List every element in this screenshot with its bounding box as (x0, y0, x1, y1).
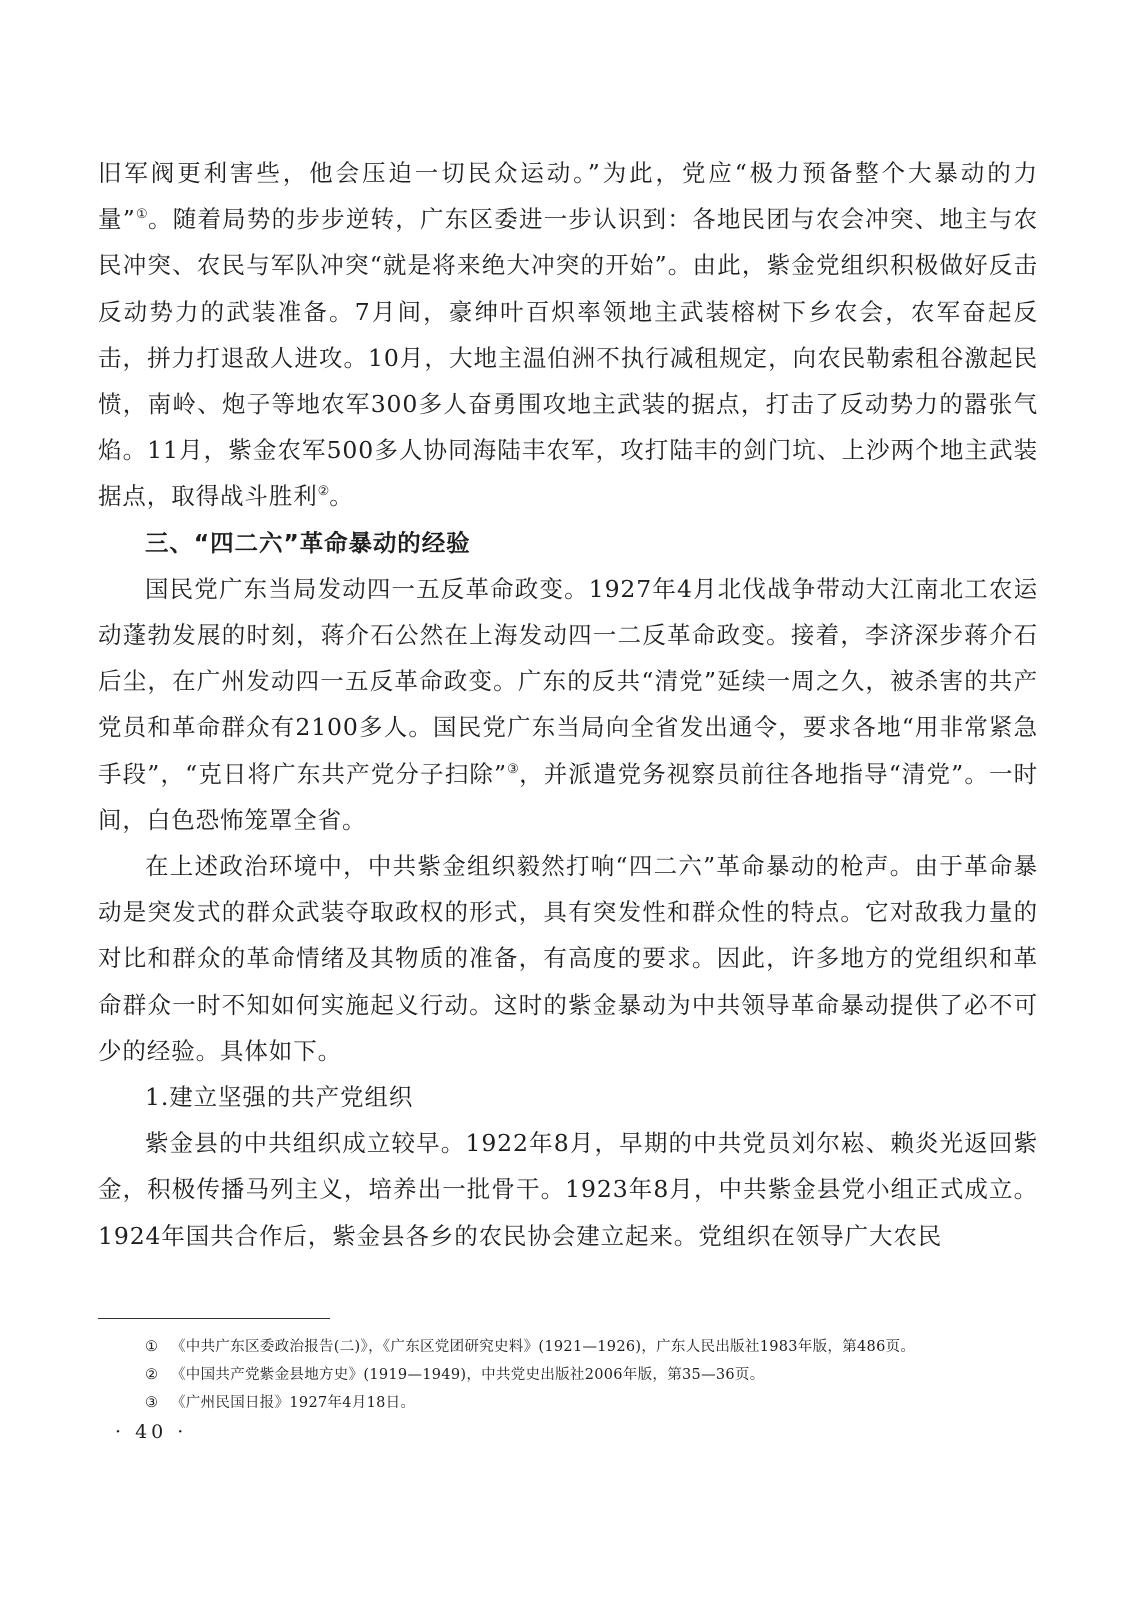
footnote-2-mark: ② (145, 1367, 159, 1383)
footnote-3-text: 《广州民国日报》1927年4月18日。 (171, 1395, 416, 1411)
document-body (98, 150, 1038, 1259)
footnote-3-mark: ③ (145, 1395, 159, 1411)
subsection-heading: 1.建立坚强的共产党组织 (145, 1083, 414, 1112)
footnote-2-text: 《中国共产党紫金县地方史》(1919—1949)，中共党史出版社2006年版，第35—36页。 (171, 1367, 765, 1383)
footnote-ref-2: ② (317, 484, 330, 500)
paragraph-4: 紫金县的中共组织成立较早。1922年8月，早期的中共党员刘尔崧、赖炎光返回紫金，积极传播马列主义，培养出一批骨干。1923年8月，中共紫金县党小组正式成立。1924年国共合作后，紫金县各乡的农民协会建立起来。党组织在领导广大农民 (98, 1129, 1038, 1250)
page-number: · 40 · (115, 1421, 188, 1443)
paragraph-2-text-a: 国民党广东当局发动四一五反革命政变。1927年4月北伐战争带动大江南北工农运动蓬勃发展的时刻，蒋介石公然在上海发动四一二反革命政变。接着，李济深步蒋介石后尘，在广州发动四一五反革命政变。广东的反共“清党”延续一周之久，被杀害的共产党员和革命群众有2100多人。国民党广东当局向全省发出通令，要求各地“用非常紧急手段”，“克日将广东共产党分子扫除” (98, 574, 1038, 788)
footnote-1-mark: ① (145, 1339, 159, 1355)
footnote-ref-3: ③ (506, 761, 520, 777)
section-heading: 三、“四二六”革命暴动的经验 (145, 528, 471, 557)
paragraph-2-text-b: ，并派遣党务视察员前往各地指导“清党”。一时间，白色恐怖笼罩全省。 (98, 759, 1039, 834)
paragraph-1 (98, 150, 1038, 520)
footnote-1 (145, 1333, 1025, 1361)
footnote-1-text: 《中共广东区委政治报告(二)》，《广东区党团研究史料》(1921—1926)，广东人民出版社1983年版，第486页。 (171, 1339, 916, 1355)
paragraph-2 (98, 566, 1038, 843)
paragraph-3 (98, 843, 1038, 1074)
paragraph-1-text-a: 旧军阀更利害些，他会压迫一切民众运动。”为此，党应“极力预备整个大暴动的力量” (98, 159, 1038, 234)
footnote-divider (98, 1318, 330, 1319)
paragraph-1-text-c: 。 (329, 482, 354, 511)
footnotes (145, 1333, 1025, 1417)
footnote-ref-1: ① (135, 207, 148, 223)
paragraph-1-text-b: 。随着局势的步步逆转，广东区委进一步认识到：各地民团与农会冲突、地主与农民冲突、农民与军队冲突“就是将来绝大冲突的开始”。由此，紫金党组织积极做好反击反动势力的武装准备。7月间，豪绅叶百炽率领地主武装榕树下乡农会，农军奋起反击，拼力打退敌人进攻。10月，大地主温伯洲不执行减租规定，向农民勒索租谷激起民愤，南岭、炮子等地农军300多人奋勇围攻地主武装的据点，打击了反动势力的嚣张气焰。11月，紫金农军500多人协同海陆丰农军，攻打陆丰的剑门坑、上沙两个地主武装据点，取得战斗胜利 (98, 205, 1038, 511)
footnote-3 (145, 1389, 1025, 1417)
footnote-2 (145, 1361, 1025, 1389)
paragraph-3-text: 在上述政治环境中，中共紫金组织毅然打响“四二六”革命暴动的枪声。由于革命暴动是突发式的群众武装夺取政权的形式，具有突发性和群众性的特点。它对敌我力量的对比和群众的革命情绪及其物质的准备，有高度的要求。因此，许多地方的党组织和革命群众一时不知如何实施起义行动。这时的紫金暴动为中共领导革命暴动提供了必不可少的经验。具体如下。 (98, 852, 1038, 1065)
